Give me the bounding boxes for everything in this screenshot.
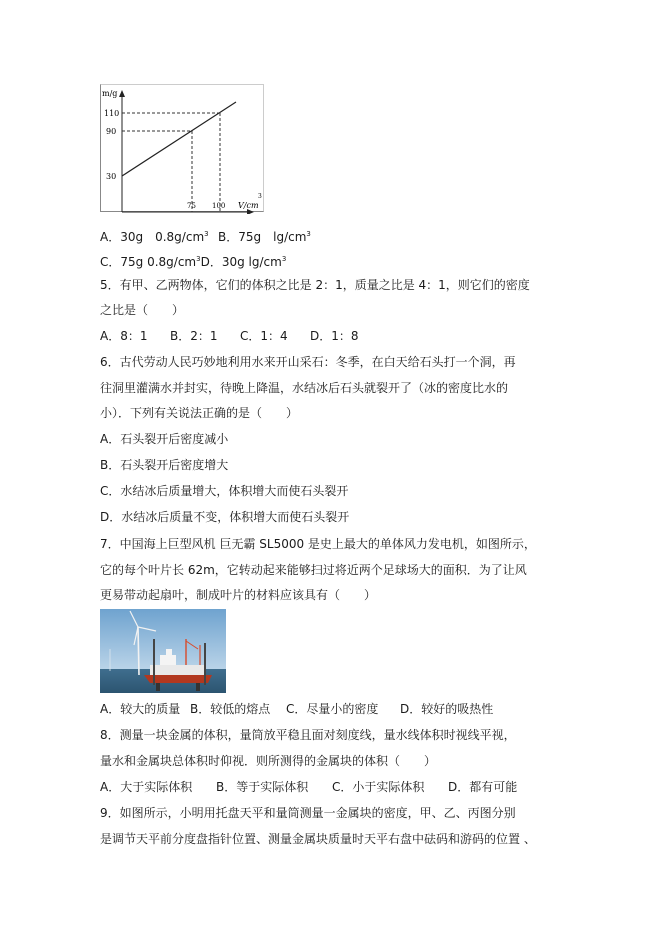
q8-option-b: B．等于实际体积 (216, 780, 309, 794)
x-tick-75: 75 (187, 202, 196, 210)
q8-option-c: C．小于实际体积 (332, 780, 425, 794)
q5-stem-line1: 5．有甲、乙两物体，它们的体积之比是 2：1，质量之比是 4：1，则它们的密度 (100, 278, 530, 292)
x-axis-label: V/cm (238, 201, 259, 210)
q8-option-d: D．都有可能 (448, 780, 518, 794)
q6-option-c: C．水结冰后质量增大，体积增大而使石头裂开 (100, 484, 349, 498)
q7-option-c: C．尽量小的密度 (286, 702, 379, 716)
y-tick-90: 90 (106, 127, 117, 136)
q6-option-b: B．石头裂开后密度增大 (100, 458, 229, 472)
y-tick-30: 30 (106, 172, 117, 181)
q7-stem-line1: 7．中国海上巨型风机 巨无霸 SL5000 是史上最大的单体风力发电机，如图所示， (100, 537, 536, 551)
q9-stem-line2: 是调节天平前分度盘指针位置、测量金属块质量时天平右盘中砝码和游码的位置 、 (100, 832, 536, 846)
q6-stem-line2: 往洞里灌满水并封实，待晚上降温，水结冰后石头就裂开了（冰的密度比水的 (100, 381, 509, 395)
q6-option-d: D．水结冰后质量不变，体积增大而使石头裂开 (100, 510, 350, 524)
q6-option-a: A．石头裂开后密度减小 (100, 432, 229, 446)
q4-option-c-d: C．75g $0.8g/cm^3D$．30g $\lg/cm^3$ (100, 255, 287, 269)
wind-turbine-photo (100, 609, 226, 693)
q5-option-d: D．1：8 (310, 329, 359, 343)
q6-stem-line1: 6．古代劳动人民巧妙地利用水来开山采石：冬季，在白天给石头打一个洞，再 (100, 355, 516, 369)
q8-option-a: A．大于实际体积 (100, 780, 193, 794)
q7-option-d: D．较好的吸热性 (400, 702, 494, 716)
q5-option-c: C．1：4 (240, 329, 288, 343)
y-axis-arrow-icon (119, 90, 125, 97)
q7-stem-line2: 它的每个叶片长 62m，它转动起来能够扫过将近两个足球场大的面积．为了让风 (100, 563, 527, 577)
q6-stem-line3: 小）．下列有关说法正确的是（ ） (100, 406, 299, 420)
q9-stem-line1: 9．如图所示，小明用托盘天平和量筒测量一金属块的密度，甲、乙、丙图分别 (100, 806, 516, 820)
q8-stem-line1: 8．测量一块金属的体积，量筒放平稳且面对刻度线，量水线体积时视线平视， (100, 728, 516, 742)
x-axis-label-sup: 3 (258, 193, 262, 200)
q4-option-b: B．75g $\lg/cm^3$ (218, 230, 311, 244)
q5-stem-line2: 之比是（ ） (100, 303, 185, 317)
q5-option-b: B．2：1 (170, 329, 218, 343)
mass-volume-graph (100, 84, 280, 214)
y-tick-110: 110 (104, 109, 120, 118)
x-tick-100: 100 (212, 202, 226, 210)
q4-option-a: A．30g $0.8g/cm^3$ (100, 230, 209, 244)
q7-option-a: A．较大的质量 (100, 702, 181, 716)
q7-option-b: B．较低的熔点 (190, 702, 271, 716)
q7-stem-line3: 更易带动起扇叶，制成叶片的材料应该具有（ ） (100, 588, 377, 602)
q8-stem-line2: 量水和金属块总体积时仰视．则所测得的金属块的体积（ ） (100, 754, 437, 768)
y-axis-label: m/g (102, 89, 118, 98)
q5-option-a: A．8：1 (100, 329, 148, 343)
